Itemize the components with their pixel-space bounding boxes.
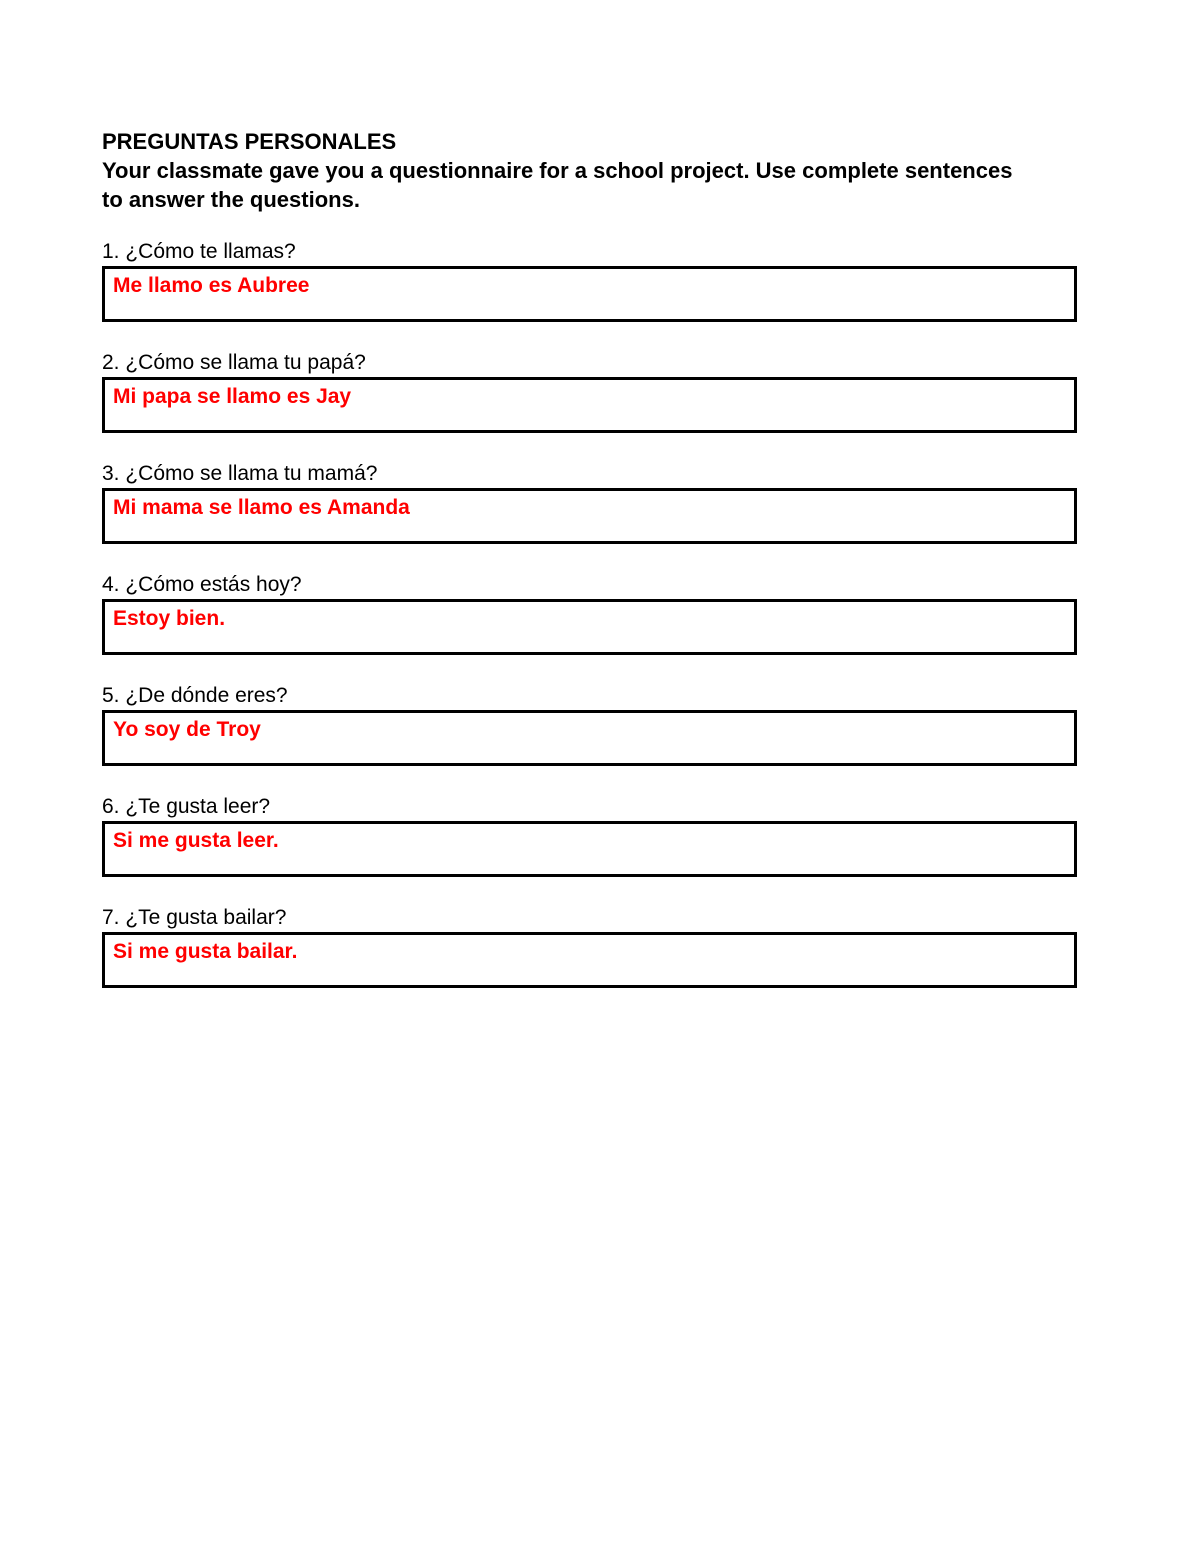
question-label: 1. ¿Cómo te llamas?: [102, 240, 296, 263]
instructions-line-1: Your classmate gave you a questionnaire for a school project. Use complete sentences: [102, 158, 1013, 183]
question-label: 6. ¿Te gusta leer?: [102, 795, 271, 818]
question-block-1: [102, 241, 1077, 322]
question-label: 2. ¿Cómo se llama tu papá?: [102, 351, 366, 374]
question-label: 5. ¿De dónde eres?: [102, 684, 288, 707]
question-label: 7. ¿Te gusta bailar?: [102, 906, 287, 929]
answer-box[interactable]: [102, 710, 1077, 766]
answer-text: Estoy bien.: [113, 607, 226, 630]
answer-text: Si me gusta leer.: [113, 829, 279, 852]
answer-box[interactable]: [102, 266, 1077, 322]
answer-box[interactable]: [102, 599, 1077, 655]
question-block-7: [102, 907, 1077, 988]
worksheet-title: PREGUNTAS PERSONALES: [102, 129, 397, 154]
answer-box[interactable]: [102, 377, 1077, 433]
answer-text: Mi mama se llamo es Amanda: [113, 496, 410, 519]
question-label: 3. ¿Cómo se llama tu mamá?: [102, 462, 378, 485]
answer-box[interactable]: [102, 932, 1077, 988]
question-block-3: [102, 463, 1077, 544]
question-block-2: [102, 352, 1077, 433]
instructions-line-2: to answer the questions.: [102, 187, 360, 212]
answer-text: Si me gusta bailar.: [113, 940, 298, 963]
question-block-5: [102, 685, 1077, 766]
answer-text: Mi papa se llamo es Jay: [113, 385, 352, 408]
worksheet-instructions: [102, 156, 1077, 214]
answer-box[interactable]: [102, 488, 1077, 544]
question-block-4: [102, 574, 1077, 655]
answer-text: Yo soy de Troy: [113, 718, 261, 741]
question-list: [102, 241, 1077, 988]
answer-box[interactable]: [102, 821, 1077, 877]
answer-text: Me llamo es Aubree: [113, 274, 310, 297]
worksheet-page: [102, 128, 1077, 1018]
question-label: 4. ¿Cómo estás hoy?: [102, 573, 302, 596]
question-block-6: [102, 796, 1077, 877]
